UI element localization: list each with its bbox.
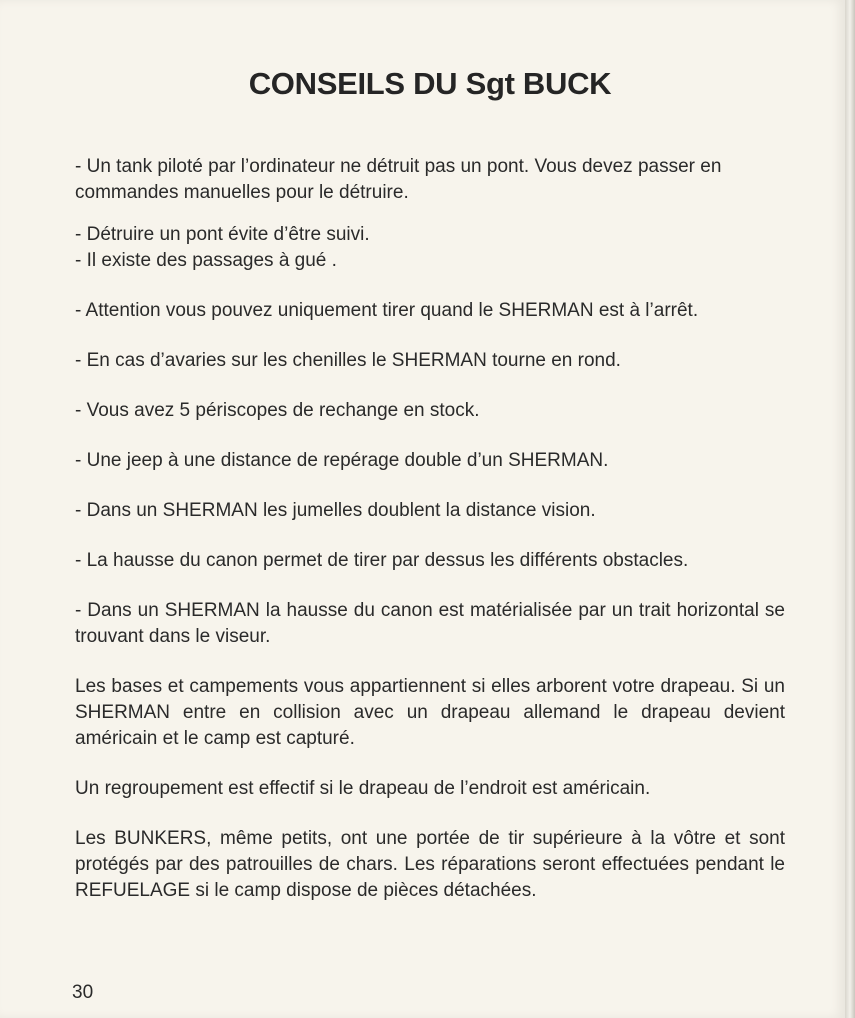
rules-paragraph-bases: Les bases et campements vous appartiennent si elles arborent votre drapeau. Si un SHERMAN entre en collision avec un drapeau allemand le drapeau devient américain et le camp est capturé. — [75, 676, 785, 749]
rules-paragraph-regroupement: Un regroupement est effectif si le drapeau de l’endroit est américain. — [75, 778, 651, 799]
tip-paragraph-6: - Vous avez 5 périscopes de rechange en stock. — [75, 400, 480, 421]
page-title: CONSEILS DU Sgt BUCK — [248, 66, 612, 101]
tip-paragraph-1: - Un tank piloté par l’ordinateur ne détruit pas un pont. Vous devez passer en commandes manuelles pour le détruire. — [75, 156, 722, 203]
body-text — [75, 154, 785, 904]
tip-paragraph-3: - Il existe des passages à gué . — [75, 250, 337, 271]
page-edge — [845, 0, 855, 1018]
tip-paragraph-2: - Détruire un pont évite d’être suivi. — [75, 224, 370, 245]
tip-paragraph-8: - Dans un SHERMAN les jumelles doublent la distance vision. — [75, 500, 596, 521]
tip-paragraph-5: - En cas d’avaries sur les chenilles le SHERMAN tourne en rond. — [75, 350, 621, 371]
tip-paragraph-9: - La hausse du canon permet de tirer par dessus les différents obstacles. — [75, 550, 689, 571]
rules-paragraph-bunkers: Les BUNKERS, même petits, ont une portée de tir supérieure à la vôtre et sont protégés par des patrouilles de chars. Les réparations seront effectuées pendant le REFUELAGE si le camp dispose de pièces détachées. — [75, 828, 785, 901]
tip-paragraph-10: - Dans un SHERMAN la hausse du canon est matérialisée par un trait horizontal se trouvant dans le viseur. — [75, 600, 785, 647]
tip-paragraph-7: - Une jeep à une distance de repérage double d’un SHERMAN. — [75, 450, 609, 471]
page-number: 30 — [72, 982, 94, 1003]
tip-paragraph-4: - Attention vous pouvez uniquement tirer quand le SHERMAN est à l’arrêt. — [75, 300, 699, 321]
